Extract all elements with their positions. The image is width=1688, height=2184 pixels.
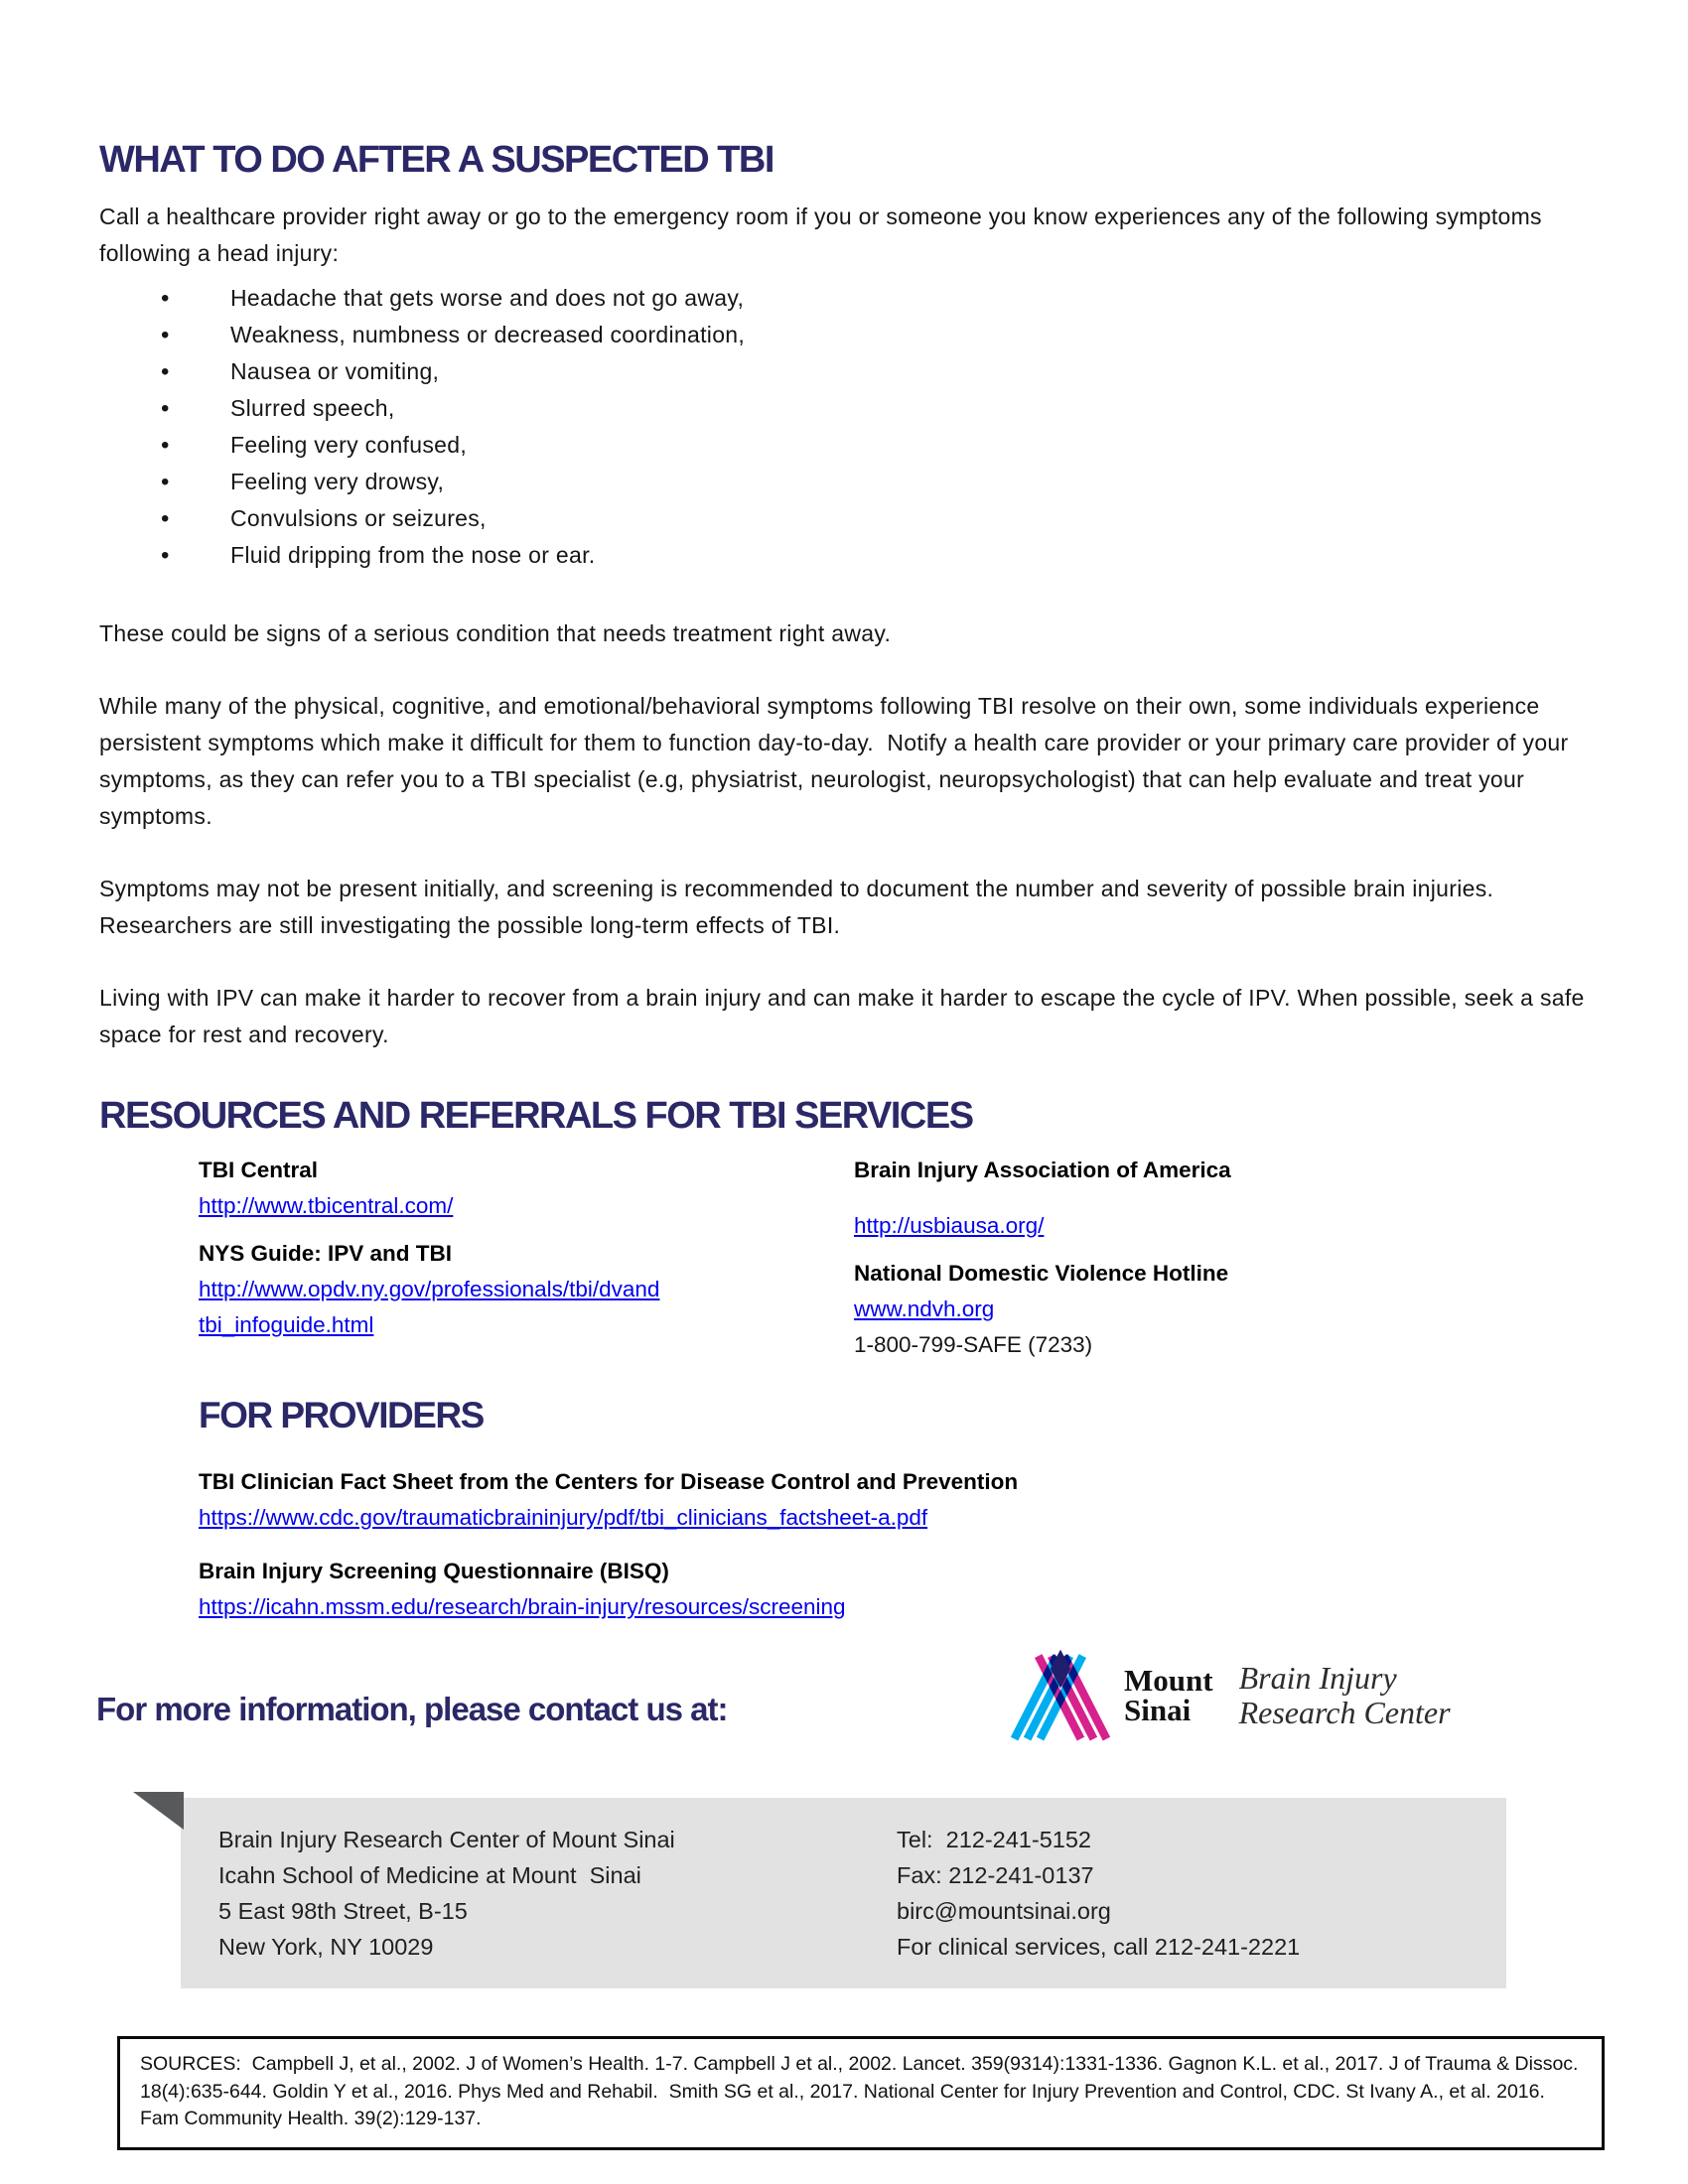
section-heading-suspected-tbi: WHAT TO DO AFTER A SUSPECTED TBI [99,139,774,181]
provider-link-cdc-factsheet[interactable]: https://www.cdc.gov/traumaticbraininjury/pdf/tbi_clinicians_factsheet-a.pdf [199,1505,928,1530]
screening-paragraph: Symptoms may not be present initially, and screening is recommended to document the number and severity of possible brain injuries. Researchers are still investigating the possible long-term effects of TBI. [99,876,1500,938]
list-item: • Headache that gets worse and does not go away, [99,280,1589,317]
contact-address-column [218,1822,897,1965]
provider-label-cdc-factsheet: TBI Clinician Fact Sheet from the Centers for Disease Control and Prevention [199,1469,1019,1494]
provider-link-bisq[interactable]: https://icahn.mssm.edu/research/brain-injury/resources/screening [199,1594,846,1619]
provider-resource-cdc [199,1464,1589,1536]
contact-city: New York, NY 10029 [218,1934,434,1960]
mount-sinai-mountain-icon [1009,1649,1112,1742]
warning-paragraph: These could be signs of a serious condition that needs treatment right away. [99,620,892,646]
resource-label-nys-guide: NYS Guide: IPV and TBI [199,1241,453,1266]
list-item: • Nausea or vomiting, [99,353,1589,390]
contact-clinical-services: For clinical services, call 212-241-2221 [897,1934,1301,1960]
contact-org-name: Brain Injury Research Center of Mount Sinai [218,1827,675,1852]
provider-resource-bisq [199,1554,1589,1625]
resources-grid [199,1153,1589,1363]
logo-department-line1: Brain Injury [1238,1660,1397,1696]
list-item: • Convulsions or seizures, [99,500,1589,537]
contact-street: 5 East 98th Street, B-15 [218,1898,468,1924]
logo-wordmark [1124,1663,1213,1727]
list-item: • Feeling very drowsy, [99,464,1589,500]
section-heading-for-providers: FOR PROVIDERS [199,1395,484,1435]
resource-label-ndvh: National Domestic Violence Hotline [854,1261,1229,1286]
resource-link-nys-guide-line1[interactable]: http://www.opdv.ny.gov/professionals/tbi/dvand [199,1277,660,1301]
resources-column-right [761,1153,1589,1363]
contact-fax: Fax: 212-241-0137 [897,1862,1094,1888]
resource-label-biaa: Brain Injury Association of America [854,1158,1231,1182]
symptom-bullet-list [99,280,1589,574]
sources-footnote-box: SOURCES: Campbell J, et al., 2002. J of Women’s Health. 1-7. Campbell J et al., 2002. Lancet. 359(9314):1331-1336. Gagnon K.L. et al., 2017. J of Trauma & Dissoc. 18(4):635-644. Goldin Y et al., 2016. Phys Med and Rehabil. Smith SG et al., 2017. National Center for Injury Prevention and Control, CDC. St Ivany A., et al. 2016. Fam Community Health. 39(2):129-137. [117,2036,1605,2150]
list-item: • Fluid dripping from the nose or ear. [99,537,1589,574]
contact-phone-column [897,1822,1300,1965]
resource-label-tbi-central: TBI Central [199,1158,319,1182]
ndvh-phone-number: 1-800-799-SAFE (7233) [854,1332,1093,1357]
resource-link-tbi-central[interactable]: http://www.tbicentral.com/ [199,1193,454,1218]
contact-info-box [181,1798,1506,1988]
mount-sinai-logo [1009,1649,1451,1742]
resource-link-nys-guide-line2[interactable]: tbi_infoguide.html [199,1312,374,1337]
contact-email: birc@mountsinai.org [897,1898,1111,1924]
contact-school-name: Icahn School of Medicine at Mount Sinai [218,1862,641,1888]
contact-header-row [0,1647,1688,1764]
corner-notch-triangle [133,1792,184,1830]
contact-heading: For more information, please contact us at: [96,1691,728,1727]
intro-paragraph: Call a healthcare provider right away or go to the emergency room if you or someone you know experiences any of the following symptoms following a head injury: [99,204,1549,266]
ipv-recovery-paragraph: Living with IPV can make it harder to recover from a brain injury and can make it harder to escape the cycle of IPV. When possible, seek a safe space for rest and recovery. [99,985,1592,1047]
provider-label-bisq: Brain Injury Screening Questionnaire (BISQ) [199,1559,669,1583]
resource-link-biaa[interactable]: http://usbiausa.org/ [854,1213,1045,1238]
logo-wordmark-line1: Mount [1124,1663,1213,1698]
list-item: • Feeling very confused, [99,427,1589,464]
persistent-symptoms-paragraph: While many of the physical, cognitive, and emotional/behavioral symptoms following TBI resolve on their own, some individuals experience persistent symptoms which make it difficult for them to function day-to-day. Notify a health care provider or your primary care provider of your symptoms, as they can refer you to a TBI specialist (e.g, physiatrist, neurologist, neuropsychologist) that can help evaluate and treat your symptoms. [99,693,1576,829]
resources-column-left [199,1153,761,1363]
logo-department-name [1239,1661,1451,1730]
list-item: • Slurred speech, [99,390,1589,427]
section-heading-resources: RESOURCES AND REFERRALS FOR TBI SERVICES [99,1095,973,1137]
list-item: • Weakness, numbness or decreased coordination, [99,317,1589,353]
contact-tel: Tel: 212-241-5152 [897,1827,1091,1852]
resource-link-ndvh[interactable]: www.ndvh.org [854,1297,995,1321]
logo-department-line2: Research Center [1238,1695,1451,1730]
logo-wordmark-line2: Sinai [1124,1693,1192,1727]
